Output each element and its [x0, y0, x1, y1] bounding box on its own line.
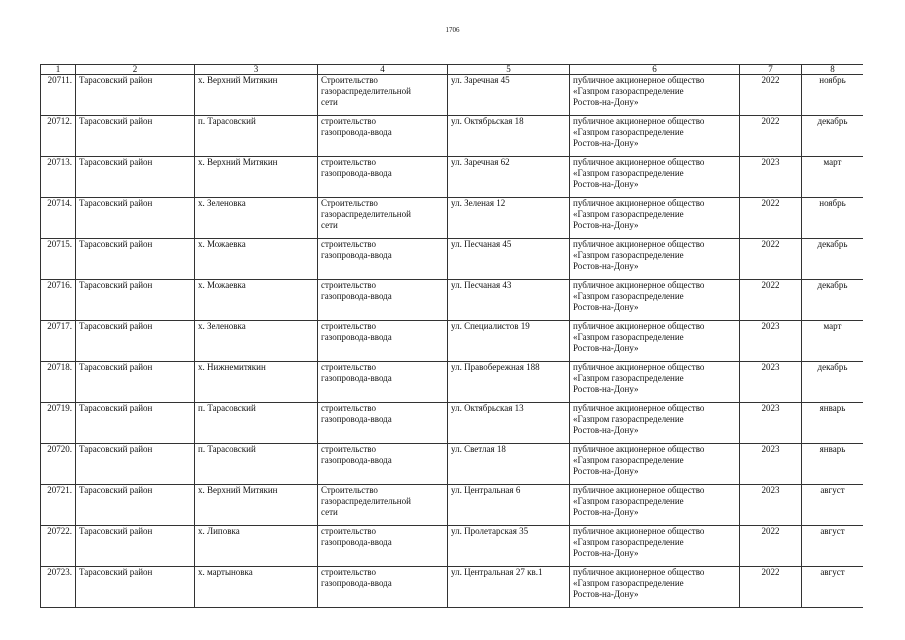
cell-row-number: [41, 362, 76, 403]
cell-organization: [570, 239, 740, 280]
column-header: 2: [76, 65, 195, 75]
table-row: [41, 116, 864, 157]
cell-settlement: [195, 280, 318, 321]
settlement-text: х. мартыновка: [198, 567, 253, 577]
cell-settlement: [195, 485, 318, 526]
cell-row-number: [41, 321, 76, 362]
cell-settlement: [195, 444, 318, 485]
cell-year: [740, 157, 802, 198]
cell-settlement: [195, 239, 318, 280]
cell-year: [740, 75, 802, 116]
row-number-text: 20714.: [47, 198, 72, 208]
row-number-text: 20723.: [47, 567, 72, 577]
cell-address: [448, 239, 570, 280]
cell-work-type: [318, 116, 448, 157]
column-header: 1: [41, 65, 76, 75]
cell-district: [76, 75, 195, 116]
table-body: [41, 75, 864, 608]
year-text: 2022: [761, 75, 780, 85]
cell-month: [802, 75, 864, 116]
column-header: 8: [802, 65, 864, 75]
row-number-text: 20721.: [47, 485, 72, 495]
address-text: ул. Заречная 62: [451, 157, 510, 167]
register-table: [40, 64, 863, 608]
settlement-text: х. Зеленовка: [198, 198, 246, 208]
cell-district: [76, 321, 195, 362]
settlement-text: х. Можаевка: [198, 239, 246, 249]
cell-row-number: [41, 567, 76, 608]
row-number-text: 20720.: [47, 444, 72, 454]
cell-month: [802, 444, 864, 485]
table-row: [41, 239, 864, 280]
year-text: 2023: [761, 485, 780, 495]
cell-address: [448, 444, 570, 485]
district-text: Тарасовский район: [79, 157, 153, 167]
cell-district: [76, 239, 195, 280]
row-number-text: 20713.: [47, 157, 72, 167]
cell-work-type: [318, 526, 448, 567]
month-text: август: [820, 526, 845, 536]
header-row: [41, 65, 864, 75]
table-row: [41, 198, 864, 239]
table-row: [41, 157, 864, 198]
cell-row-number: [41, 157, 76, 198]
cell-settlement: [195, 403, 318, 444]
address-text: ул. Светлая 18: [451, 444, 506, 454]
row-number-text: 20715.: [47, 239, 72, 249]
cell-work-type: [318, 239, 448, 280]
cell-address: [448, 567, 570, 608]
cell-year: [740, 485, 802, 526]
month-text: ноябрь: [819, 75, 846, 85]
year-text: 2022: [761, 280, 780, 290]
cell-address: [448, 157, 570, 198]
cell-row-number: [41, 526, 76, 567]
cell-work-type: [318, 485, 448, 526]
address-text: ул. Заречная 45: [451, 75, 510, 85]
cell-month: [802, 321, 864, 362]
cell-district: [76, 444, 195, 485]
district-text: Тарасовский район: [79, 116, 153, 126]
year-text: 2022: [761, 116, 780, 126]
month-text: март: [823, 157, 842, 167]
work-type-text: строительство газопровода-ввода: [321, 157, 392, 178]
page-number: 1706: [445, 26, 460, 34]
organization-text: публичное акционерное общество «Газпром газораспределение Ростов-на-Дону»: [573, 567, 705, 599]
cell-district: [76, 157, 195, 198]
address-text: ул. Специалистов 19: [451, 321, 530, 331]
work-type-text: Строительство газораспределительной сети: [321, 485, 411, 517]
register-table-container: [40, 64, 863, 610]
cell-year: [740, 321, 802, 362]
district-text: Тарасовский район: [79, 444, 153, 454]
cell-organization: [570, 116, 740, 157]
month-text: август: [820, 485, 845, 495]
row-number-text: 20722.: [47, 526, 72, 536]
settlement-text: х. Можаевка: [198, 280, 246, 290]
settlement-text: п. Тарасовский: [198, 403, 256, 413]
column-header: 4: [318, 65, 448, 75]
month-text: ноябрь: [819, 198, 846, 208]
cell-month: [802, 198, 864, 239]
cell-organization: [570, 403, 740, 444]
settlement-text: п. Тарасовский: [198, 444, 256, 454]
year-text: 2022: [761, 567, 780, 577]
cell-organization: [570, 526, 740, 567]
district-text: Тарасовский район: [79, 526, 153, 536]
address-text: ул. Центральная 6: [451, 485, 521, 495]
cell-district: [76, 567, 195, 608]
settlement-text: х. Верхний Митякин: [198, 157, 278, 167]
address-text: ул. Пролетарская 35: [451, 526, 529, 536]
cell-row-number: [41, 239, 76, 280]
cell-district: [76, 526, 195, 567]
address-text: ул. Октябрьская 18: [451, 116, 524, 126]
cell-work-type: [318, 362, 448, 403]
district-text: Тарасовский район: [79, 362, 153, 372]
work-type-text: строительство газопровода-ввода: [321, 403, 392, 424]
cell-year: [740, 362, 802, 403]
row-number-text: 20711.: [47, 75, 72, 85]
work-type-text: Строительство газораспределительной сети: [321, 198, 411, 230]
organization-text: публичное акционерное общество «Газпром газораспределение Ростов-на-Дону»: [573, 280, 705, 312]
cell-settlement: [195, 362, 318, 403]
work-type-text: строительство газопровода-ввода: [321, 280, 392, 301]
year-text: 2022: [761, 526, 780, 536]
cell-row-number: [41, 403, 76, 444]
cell-year: [740, 116, 802, 157]
work-type-text: строительство газопровода-ввода: [321, 526, 392, 547]
cell-organization: [570, 362, 740, 403]
month-text: декабрь: [817, 280, 848, 290]
address-text: ул. Зеленая 12: [451, 198, 506, 208]
month-text: январь: [819, 403, 846, 413]
address-text: ул. Правобережная 188: [451, 362, 540, 372]
table-row: [41, 485, 864, 526]
cell-settlement: [195, 526, 318, 567]
cell-address: [448, 280, 570, 321]
table-row: [41, 444, 864, 485]
cell-month: [802, 157, 864, 198]
table-row: [41, 567, 864, 608]
cell-month: [802, 362, 864, 403]
address-text: ул. Песчаная 43: [451, 280, 512, 290]
year-text: 2022: [761, 239, 780, 249]
cell-district: [76, 198, 195, 239]
cell-address: [448, 75, 570, 116]
cell-organization: [570, 75, 740, 116]
year-text: 2023: [761, 403, 780, 413]
cell-month: [802, 239, 864, 280]
organization-text: публичное акционерное общество «Газпром газораспределение Ростов-на-Дону»: [573, 75, 705, 107]
organization-text: публичное акционерное общество «Газпром газораспределение Ростов-на-Дону»: [573, 198, 705, 230]
cell-work-type: [318, 198, 448, 239]
cell-work-type: [318, 444, 448, 485]
cell-year: [740, 526, 802, 567]
cell-address: [448, 116, 570, 157]
cell-row-number: [41, 485, 76, 526]
cell-row-number: [41, 75, 76, 116]
settlement-text: х. Нижнемитякин: [198, 362, 266, 372]
work-type-text: строительство газопровода-ввода: [321, 239, 392, 260]
work-type-text: строительство газопровода-ввода: [321, 444, 392, 465]
year-text: 2023: [761, 157, 780, 167]
cell-address: [448, 321, 570, 362]
cell-year: [740, 444, 802, 485]
organization-text: публичное акционерное общество «Газпром газораспределение Ростов-на-Дону»: [573, 157, 705, 189]
cell-month: [802, 485, 864, 526]
cell-address: [448, 485, 570, 526]
district-text: Тарасовский район: [79, 567, 153, 577]
cell-district: [76, 116, 195, 157]
cell-district: [76, 280, 195, 321]
cell-settlement: [195, 116, 318, 157]
cell-row-number: [41, 116, 76, 157]
cell-settlement: [195, 567, 318, 608]
column-header: 6: [570, 65, 740, 75]
district-text: Тарасовский район: [79, 239, 153, 249]
cell-month: [802, 526, 864, 567]
cell-settlement: [195, 157, 318, 198]
cell-month: [802, 116, 864, 157]
cell-address: [448, 198, 570, 239]
table-row: [41, 321, 864, 362]
row-number-text: 20719.: [47, 403, 72, 413]
organization-text: публичное акционерное общество «Газпром газораспределение Ростов-на-Дону»: [573, 444, 705, 476]
cell-district: [76, 362, 195, 403]
cell-month: [802, 280, 864, 321]
work-type-text: строительство газопровода-ввода: [321, 321, 392, 342]
cell-settlement: [195, 75, 318, 116]
table-row: [41, 526, 864, 567]
organization-text: публичное акционерное общество «Газпром газораспределение Ростов-на-Дону»: [573, 321, 705, 353]
cell-row-number: [41, 198, 76, 239]
settlement-text: п. Тарасовский: [198, 116, 256, 126]
cell-organization: [570, 198, 740, 239]
organization-text: публичное акционерное общество «Газпром газораспределение Ростов-на-Дону»: [573, 362, 705, 394]
work-type-text: Строительство газораспределительной сети: [321, 75, 411, 107]
settlement-text: х. Верхний Митякин: [198, 485, 278, 495]
cell-organization: [570, 485, 740, 526]
cell-month: [802, 567, 864, 608]
organization-text: публичное акционерное общество «Газпром газораспределение Ростов-на-Дону»: [573, 526, 705, 558]
month-text: декабрь: [817, 116, 848, 126]
month-text: август: [820, 567, 845, 577]
cell-work-type: [318, 321, 448, 362]
cell-address: [448, 362, 570, 403]
row-number-text: 20718.: [47, 362, 72, 372]
cell-district: [76, 403, 195, 444]
row-number-text: 20716.: [47, 280, 72, 290]
cell-organization: [570, 280, 740, 321]
cell-organization: [570, 157, 740, 198]
cell-address: [448, 403, 570, 444]
table-row: [41, 362, 864, 403]
cell-work-type: [318, 157, 448, 198]
cell-work-type: [318, 567, 448, 608]
organization-text: публичное акционерное общество «Газпром газораспределение Ростов-на-Дону»: [573, 116, 705, 148]
cell-row-number: [41, 280, 76, 321]
column-header: 3: [195, 65, 318, 75]
month-text: март: [823, 321, 842, 331]
cell-settlement: [195, 198, 318, 239]
work-type-text: строительство газопровода-ввода: [321, 567, 392, 588]
cell-year: [740, 280, 802, 321]
table-row: [41, 403, 864, 444]
month-text: декабрь: [817, 239, 848, 249]
cell-organization: [570, 321, 740, 362]
year-text: 2022: [761, 198, 780, 208]
organization-text: публичное акционерное общество «Газпром газораспределение Ростов-на-Дону»: [573, 239, 705, 271]
work-type-text: строительство газопровода-ввода: [321, 116, 392, 137]
cell-row-number: [41, 444, 76, 485]
cell-year: [740, 403, 802, 444]
district-text: Тарасовский район: [79, 485, 153, 495]
cell-year: [740, 239, 802, 280]
year-text: 2023: [761, 444, 780, 454]
column-header: 7: [740, 65, 802, 75]
cell-month: [802, 403, 864, 444]
month-text: декабрь: [817, 362, 848, 372]
table-row: [41, 280, 864, 321]
district-text: Тарасовский район: [79, 198, 153, 208]
cell-work-type: [318, 280, 448, 321]
cell-address: [448, 526, 570, 567]
cell-work-type: [318, 75, 448, 116]
district-text: Тарасовский район: [79, 321, 153, 331]
cell-settlement: [195, 321, 318, 362]
cell-year: [740, 198, 802, 239]
column-header: 5: [448, 65, 570, 75]
cell-year: [740, 567, 802, 608]
cell-district: [76, 485, 195, 526]
row-number-text: 20717.: [47, 321, 72, 331]
address-text: ул. Центральная 27 кв.1: [451, 567, 543, 577]
table-row: [41, 75, 864, 116]
organization-text: публичное акционерное общество «Газпром газораспределение Ростов-на-Дону»: [573, 485, 705, 517]
district-text: Тарасовский район: [79, 403, 153, 413]
cell-organization: [570, 444, 740, 485]
year-text: 2023: [761, 362, 780, 372]
address-text: ул. Песчаная 45: [451, 239, 512, 249]
settlement-text: х. Зеленовка: [198, 321, 246, 331]
district-text: Тарасовский район: [79, 280, 153, 290]
district-text: Тарасовский район: [79, 75, 153, 85]
address-text: ул. Октябрьская 13: [451, 403, 524, 413]
row-number-text: 20712.: [47, 116, 72, 126]
settlement-text: х. Верхний Митякин: [198, 75, 278, 85]
cell-work-type: [318, 403, 448, 444]
work-type-text: строительство газопровода-ввода: [321, 362, 392, 383]
organization-text: публичное акционерное общество «Газпром газораспределение Ростов-на-Дону»: [573, 403, 705, 435]
settlement-text: х. Липовка: [198, 526, 240, 536]
cell-organization: [570, 567, 740, 608]
month-text: январь: [819, 444, 846, 454]
year-text: 2023: [761, 321, 780, 331]
